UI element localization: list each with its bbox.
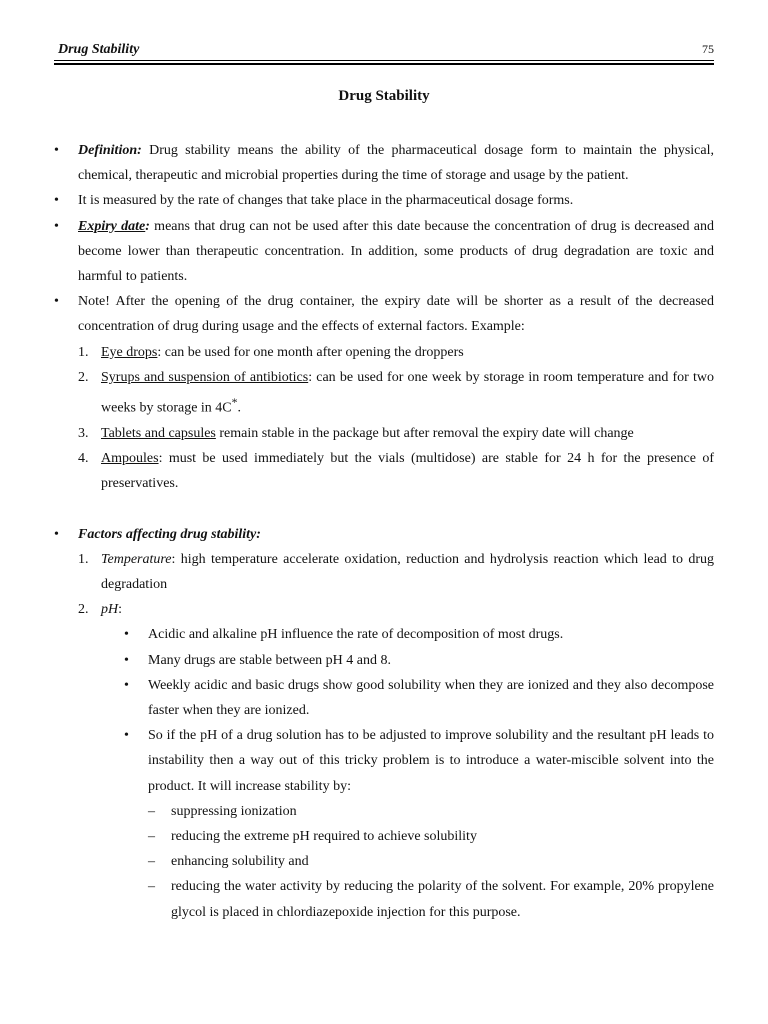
note-item: [54, 289, 714, 339]
bullet-marker: •: [124, 652, 129, 668]
bullet-marker: •: [54, 193, 59, 209]
example-item: [54, 365, 714, 421]
superscript-mark: *: [231, 396, 238, 410]
example-term: Ampoules: [101, 451, 159, 467]
method-text: reducing the extreme pH required to achieve solubility: [171, 828, 477, 844]
header-rule-thick: [54, 63, 714, 65]
page-heading: Drug Stability: [338, 88, 430, 104]
expiry-item: [54, 214, 714, 290]
method-item: [54, 824, 714, 849]
expiry-label: Expiry date: [78, 218, 146, 234]
definition-label: Definition:: [78, 143, 142, 158]
bullet-marker: •: [54, 143, 59, 158]
factor-item: [54, 547, 714, 597]
method-item: [54, 799, 714, 824]
factors-item: [54, 522, 714, 547]
method-item: [54, 849, 714, 874]
factor-text: : high temperature accelerate oxidation, reduction and hydrolysis reaction which lead to drug degradation: [101, 551, 714, 592]
bullet-marker: •: [54, 294, 59, 310]
ph-point-text: Acidic and alkaline pH influence the rate of decomposition of most drugs.: [148, 627, 564, 643]
ph-point: [54, 673, 714, 723]
example-term: Eye drops: [101, 344, 158, 360]
list-number: 2.: [78, 369, 89, 385]
example-item: [54, 446, 714, 496]
bullet-marker: •: [124, 728, 129, 744]
example-tail: .: [237, 400, 241, 416]
ph-point: [54, 648, 714, 673]
method-text: enhancing solubility and: [171, 854, 309, 870]
method-item: [54, 874, 714, 924]
list-number: 2.: [78, 602, 89, 618]
list-number: 1.: [78, 551, 89, 567]
list-number: 4.: [78, 451, 89, 467]
ph-point-text: Weekly acidic and basic drugs show good solubility when they are ionized and they also decompose faster when they are ionized.: [148, 677, 714, 718]
expiry-colon: :: [145, 218, 150, 234]
example-term: Syrups and suspension of antibiotics: [101, 369, 309, 385]
example-text: : can be used for one week by storage in room temperature and for two weeks by storage in 4C: [101, 369, 715, 416]
ph-point-text: So if the pH of a drug solution has to be adjusted to improve solubility and the resultant pH leads to instability then a way out of this tricky problem is to introduce a water-miscible solvent into the product. It will increase stability by:: [148, 728, 714, 794]
example-term: Tablets and capsules: [101, 425, 216, 441]
dash-marker: –: [148, 879, 155, 895]
definition-text: Drug stability means the ability of the pharmaceutical dosage form to maintain the physical, chemical, therapeutic and microbial properties during the time of storage and usage by the patient.: [78, 143, 714, 184]
dash-marker: –: [148, 854, 155, 870]
measured-text: It is measured by the rate of changes that take place in the pharmaceutical dosage forms.: [78, 193, 574, 209]
dash-marker: –: [148, 803, 155, 819]
ph-point: [54, 723, 714, 799]
example-text: remain stable in the package but after removal the expiry date will change: [215, 425, 634, 441]
example-text: : can be used for one month after opening the droppers: [157, 344, 464, 360]
bullet-marker: •: [54, 218, 59, 234]
example-item: [54, 421, 714, 446]
factor-item: [54, 597, 714, 622]
list-number: 3.: [78, 425, 89, 441]
section-gap: [54, 497, 714, 522]
example-item: [54, 340, 714, 365]
dash-marker: –: [148, 828, 155, 844]
document-body: [54, 138, 714, 925]
factor-text: :: [118, 602, 123, 618]
bullet-marker: •: [124, 627, 129, 643]
factor-term: Temperature: [101, 551, 172, 567]
note-text: Note! After the opening of the drug container, the expiry date will be shorter as a result of the decreased concentration of drug during usage and the effects of external factors. Example:: [78, 294, 714, 335]
factor-term: pH: [101, 602, 119, 618]
factors-label: Factors affecting drug stability:: [78, 526, 261, 542]
bullet-marker: •: [124, 677, 129, 693]
measured-item: [54, 188, 714, 213]
definition-item: [54, 138, 714, 188]
example-text: : must be used immediately but the vials (multidose) are stable for 24 h for the presence of preservatives.: [101, 451, 714, 492]
bullet-marker: •: [54, 526, 59, 542]
ph-point-text: Many drugs are stable between pH 4 and 8.: [148, 652, 391, 668]
method-text: reducing the water activity by reducing the polarity of the solvent. For example, 20% propylene glycol is placed in chlordiazepoxide injection for this purpose.: [171, 879, 714, 920]
header-rule-thin: [54, 60, 714, 61]
list-number: 1.: [78, 344, 89, 360]
page-number: 75: [702, 42, 714, 56]
expiry-text: means that drug can not be used after this date because the concentration of drug is decreased and become lower than therapeutic concentration. In addition, some products of drug degradation are toxic and harmful to patients.: [78, 218, 714, 285]
running-title: Drug Stability: [58, 42, 140, 57]
page-header: [54, 42, 714, 62]
method-text: suppressing ionization: [171, 803, 297, 819]
ph-point: [54, 622, 714, 647]
